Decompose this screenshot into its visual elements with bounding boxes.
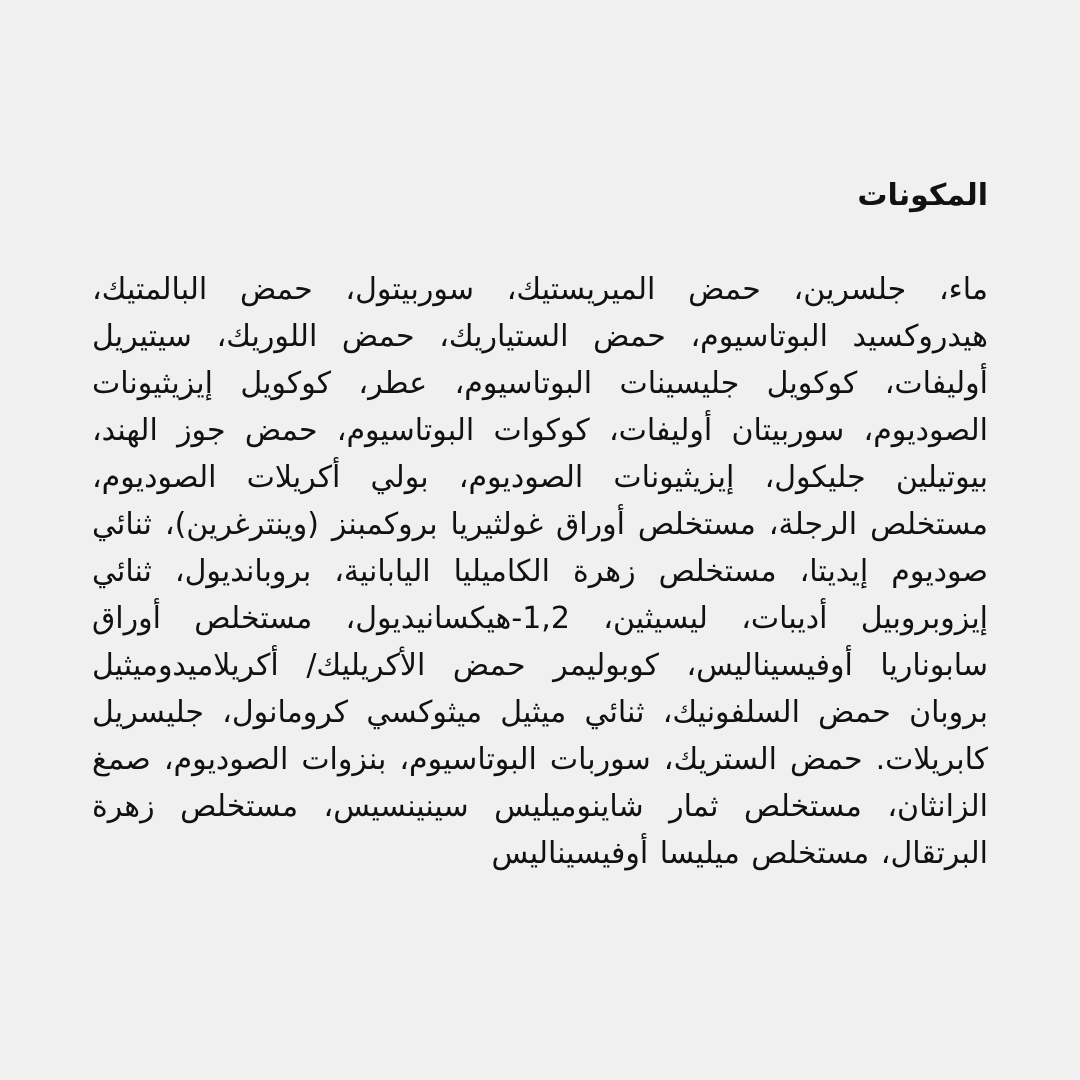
ingredients-list-text: ماء، جلسرين، حمض الميريستيك، سوربيتول، حمض البالمتيك، هيدروكسيد البوتاسيوم، حمض الستياريك، حمض اللوريك، سيتيريل أوليفات، كوكويل جليسينات البوتاسيوم، عطر، كوكويل إيزيثيونات الصوديوم، سوربيتان أوليفات، كوكوات البوتاسيوم، حمض جوز الهند، بيوتيلين جليكول، إيزيثيونات الصوديوم، بولي أكريلات الصوديوم، مستخلص الرجلة، مستخلص أوراق غولثيريا بروكمبنز (وينترغرين)، ثنائي صوديوم إيديتا، مستخلص زهرة الكاميليا اليابانية، بروبانديول، ثنائي إيزوبروبيل أديبات، ليسيثين، 1,2-هيكسانيديول، مستخلص أوراق سابوناريا أوفيسيناليس، كوبوليمر حمض الأكريليك/ أكريلاميدوميثيل بروبان حمض السلفونيك، ثنائي ميثيل ميثوكسي كرومانول، جليسريل كابريلات. حمض الستريك، سوربات البوتاسيوم، بنزوات الصوديوم، صمغ الزانثان، مستخلص ثمار شاينوميليس سينينسيس، مستخلص زهرة البرتقال، مستخلص ميليسا أوفيسيناليس — [92, 272, 988, 871]
ingredients-heading: المكونات — [857, 178, 988, 213]
